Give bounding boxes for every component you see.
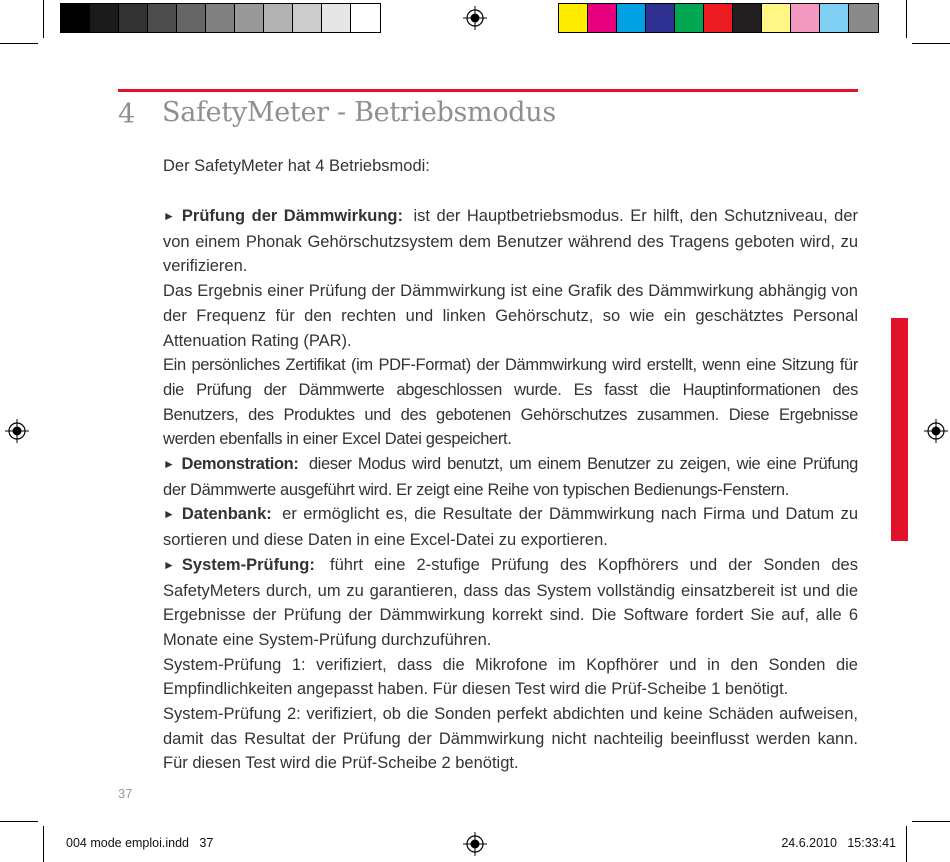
header-rule [118, 89, 858, 92]
color-swatch [588, 4, 617, 32]
color-swatch [235, 4, 264, 32]
slug-date-info: 24.6.2010 15:33:41 [781, 836, 896, 850]
crop-mark [906, 826, 907, 862]
crop-mark [0, 43, 38, 44]
crop-mark [43, 0, 44, 38]
registration-mark-icon [463, 832, 487, 856]
color-swatch [820, 4, 849, 32]
registration-mark-icon [924, 419, 948, 443]
gray-color-bar [60, 3, 381, 33]
crop-mark [0, 821, 38, 822]
intro-text: Der SafetyMeter hat 4 Betriebsmodi: [163, 157, 430, 175]
chapter-number: 4 [118, 99, 136, 130]
registration-mark-icon [463, 6, 487, 30]
color-swatch [177, 4, 206, 32]
color-swatch [791, 4, 820, 32]
color-swatch [704, 4, 733, 32]
list-item [163, 204, 858, 279]
paragraph: System-Prüfung 2: verifiziert, ob die Sonden perfekt abdichten und keine Schäden aufweisen, damit das Resultat der Prüfung der Dämmwirkung nicht nachteilig beeinflusst werden kann. Für diesen Test wird die Prüf-Scheibe 2 benötigt. [163, 705, 858, 773]
color-swatch [617, 4, 646, 32]
slug-file-info: 004 mode emploi.indd 37 [66, 836, 214, 850]
color-swatch [646, 4, 675, 32]
color-swatch [849, 4, 878, 32]
color-swatch [264, 4, 293, 32]
color-swatch [61, 4, 90, 32]
item-text: er ermöglicht es, die Resultate der Dämmwirkung nach Firma und Datum zu sortieren und diese Daten in eine Excel-Datei zu exportieren. [163, 505, 858, 550]
color-swatch [559, 4, 588, 32]
paragraph: Das Ergebnis einer Prüfung der Dämmwirkung ist eine Grafik des Dämmwirkung abhängig von der Frequenz für den rechten und linken Gehörschutz, so wie ein geschätztes Personal Attenuation Rating (PAR). [163, 282, 858, 350]
registration-mark-icon [5, 419, 29, 443]
crop-mark [43, 826, 44, 862]
item-text: führt eine 2-stufige Prüfung des Kopfhörers und der Sonden des SafetyMeters durch, um zu garantieren, dass das System vollständig einsatzbereit ist und die Ergebnisse der Prüfung der Dämmwirkung korrekt sind. Die Software fordert Sie auf, alle 6 Monate eine System-Prüfung durchzuführen. [163, 555, 858, 649]
color-swatch [206, 4, 235, 32]
item-text: dieser Modus wird benutzt, um einem Benutzer zu zeigen, wie eine Prüfung der Dämmwerte ausgeführt wird. Er zeigt eine Reihe von typischen Bedienungs-Fenstern. [163, 455, 859, 499]
color-swatch [351, 4, 380, 32]
page-number: 37 [118, 786, 133, 801]
paragraph: System-Prüfung 1: verifiziert, dass die Mikrofone im Kopfhörer und in den Sonden die Empfindlichkeiten angepasst haben. Für diesen Test wird die Prüf-Scheibe 1 benötigt. [163, 655, 858, 699]
arrow-bullet-icon: ► [163, 557, 175, 572]
body-text [163, 204, 858, 776]
color-swatch [90, 4, 119, 32]
chapter-title: SafetyMeter - Betriebsmodus [162, 97, 556, 128]
color-swatch [148, 4, 177, 32]
arrow-bullet-icon: ► [163, 209, 175, 223]
crop-mark [912, 821, 950, 822]
color-swatch [119, 4, 148, 32]
process-color-bar [558, 3, 879, 33]
chapter-side-tab [891, 318, 908, 541]
color-swatch [675, 4, 704, 32]
color-swatch [293, 4, 322, 32]
item-text: ist der Hauptbetriebsmodus. Er hilft, den Schutzniveau, der von einem Phonak Gehörschutzsystem dem Benutzer während des Tragens geboten wird, zu verifizieren. [163, 207, 859, 276]
color-swatch [322, 4, 351, 32]
crop-mark [912, 43, 950, 44]
item-term: Datenbank: [181, 505, 272, 524]
color-swatch [762, 4, 791, 32]
crop-mark [906, 0, 907, 38]
list-item [163, 553, 858, 653]
list-item [163, 452, 858, 502]
item-term: Demonstration: [181, 455, 299, 474]
arrow-bullet-icon: ► [163, 457, 175, 472]
item-term: Prüfung der Dämmwirkung: [181, 207, 403, 225]
paragraph: Ein persönliches Zertifikat (im PDF-Format) der Dämmwirkung wird erstellt, wenn eine Sitzung für die Prüfung der Dämmwerte abgeschlossen wurde. Es fasst die Hauptinformationen des Benutzers, des Produktes und des gebotenen Gehörschutzes zusammen. Diese Ergebnisse werden ebenfalls in einer Excel Datei gespeichert. [163, 356, 858, 449]
arrow-bullet-icon: ► [163, 507, 175, 522]
list-item [163, 502, 858, 552]
color-swatch [733, 4, 762, 32]
item-term: System-Prüfung: [181, 555, 315, 574]
